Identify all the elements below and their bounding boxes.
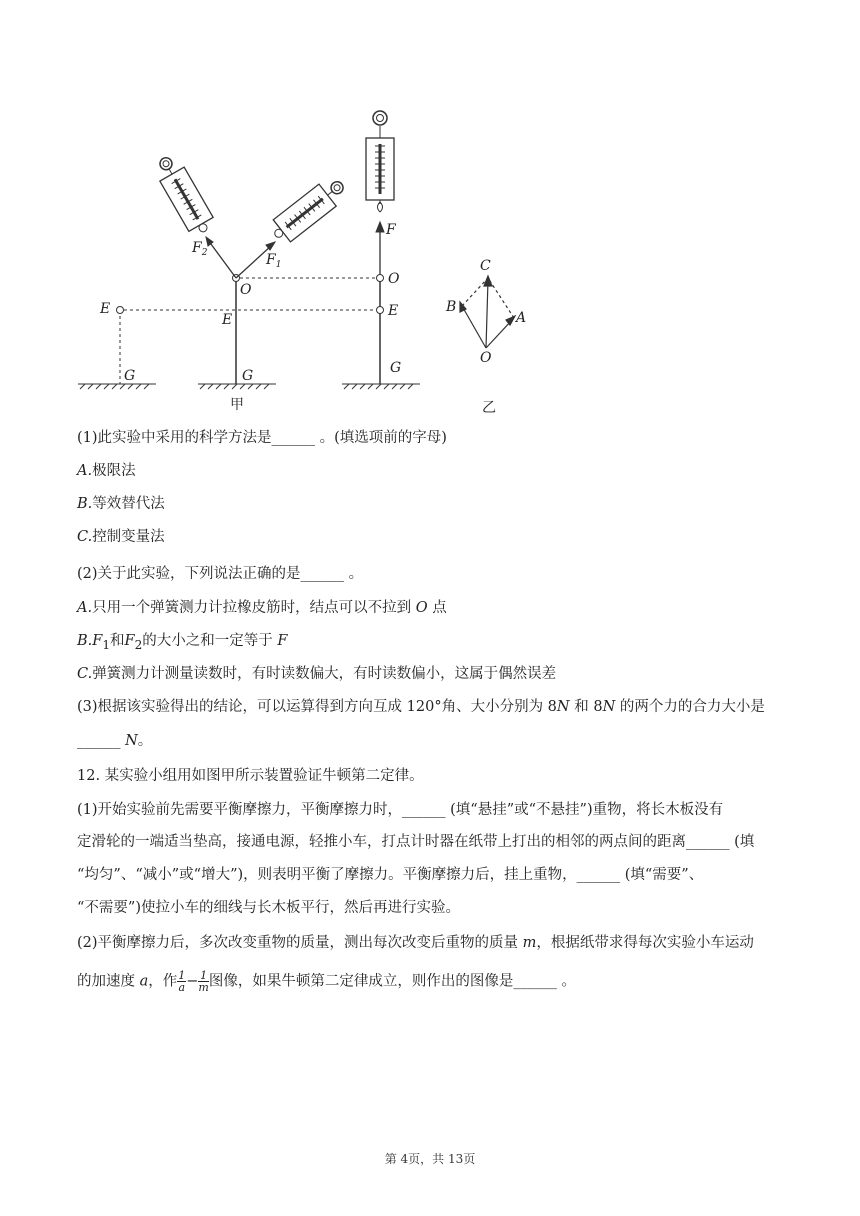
spring-scale-f2 — [151, 152, 217, 239]
q11-part3: (3)根据该实验得出的结论，可以运算得到方向互成 120°角、大小分别为 8N 和 8N 的两个力的合力大小是 — [77, 699, 765, 715]
label-G-middle: G — [242, 368, 254, 384]
q11-part1-option-b: B.等效替代法 — [77, 496, 165, 512]
q11-part2-option-a: A.只用一个弹簧测力计拉橡皮筋时，结点可以不拉到 O 点 — [77, 600, 447, 616]
q11-part3-answer: ______ N。 — [77, 733, 153, 749]
label-C: C — [480, 258, 491, 274]
label-F2: $F_2$ — [192, 240, 208, 258]
label-E-right: E — [388, 303, 399, 319]
q12-part2-line1: (2)平衡摩擦力后，多次改变重物的质量，测出每次改变后重物的质量 m，根据纸带求得每次实验小车运动 — [77, 935, 754, 951]
q12-part1-line4: “不需要”)使拉小车的细线与长木板平行，然后再进行实验。 — [77, 900, 460, 916]
label-E-left: E — [100, 301, 111, 317]
fraction-1-over-a: $\frac{1}{a}$ — [178, 969, 186, 994]
q11-part1-option-c: C.控制变量法 — [77, 529, 165, 545]
caption-right: 乙 — [482, 400, 496, 416]
ground-middle — [198, 384, 276, 389]
ground-right — [342, 384, 420, 389]
experiment-figure — [60, 100, 580, 420]
q11-part1: (1)此实验中采用的科学方法是______ 。(填选项前的字母) — [77, 430, 447, 446]
q12-part1-line1: (1)开始实验前先需要平衡摩擦力，平衡摩擦力时，______ (填“悬挂”或“不悬挂”)重物，将长木板没有 — [77, 802, 724, 818]
label-O-right: O — [388, 271, 400, 287]
q12-part2-line2: 的加速度 a，作 $\frac{1}{a}$ − $\frac{1}{m}$ 图像，如果牛顿第二定律成立，则作出的图像是______ 。 — [77, 969, 576, 994]
middle-setup — [206, 237, 376, 384]
label-B: B — [446, 299, 457, 315]
q11-part2-option-c: C.弹簧测力计测量读数时，有时读数偏大，有时读数偏小，这属于偶然误差 — [77, 666, 557, 682]
right-setup — [366, 111, 394, 384]
page-footer: 第 4页，共 13页 — [384, 1152, 476, 1166]
label-G-right: G — [390, 360, 402, 376]
q11-part1-option-a: A.极限法 — [77, 463, 136, 479]
force-parallelogram — [460, 276, 515, 348]
label-F1: $F_1$ — [266, 252, 282, 270]
spring-scale-f1 — [267, 173, 350, 247]
fraction-1-over-m: $\frac{1}{m}$ — [198, 969, 209, 994]
caption-left: 甲 — [230, 397, 244, 413]
label-G-left: G — [124, 368, 136, 384]
label-O-parallelogram: O — [480, 350, 492, 366]
q12-part1-line2: 定滑轮的一端适当垫高，接通电源，轻推小车，打点计时器在纸带上打出的相邻的两点间的距离______ (填 — [77, 834, 755, 850]
label-E-middle: E — [222, 312, 233, 328]
label-A: A — [516, 310, 527, 326]
q12-part1-line3: “均匀”、“减小”或“增大”)，则表明平衡了摩擦力。平衡摩擦力后，挂上重物，______ (填“需要”、 — [77, 867, 704, 883]
q12-title: 12. 某实验小组用如图甲所示装置验证牛顿第二定律。 — [77, 768, 424, 784]
label-F: F — [386, 222, 396, 238]
q11-part2-option-b: $B.F_1$和$F_2$的大小之和一定等于 F — [77, 633, 288, 652]
label-O-middle: O — [240, 282, 252, 298]
q11-part2: (2)关于此实验，下列说法正确的是______ 。 — [77, 566, 364, 582]
ground-left — [78, 384, 156, 389]
